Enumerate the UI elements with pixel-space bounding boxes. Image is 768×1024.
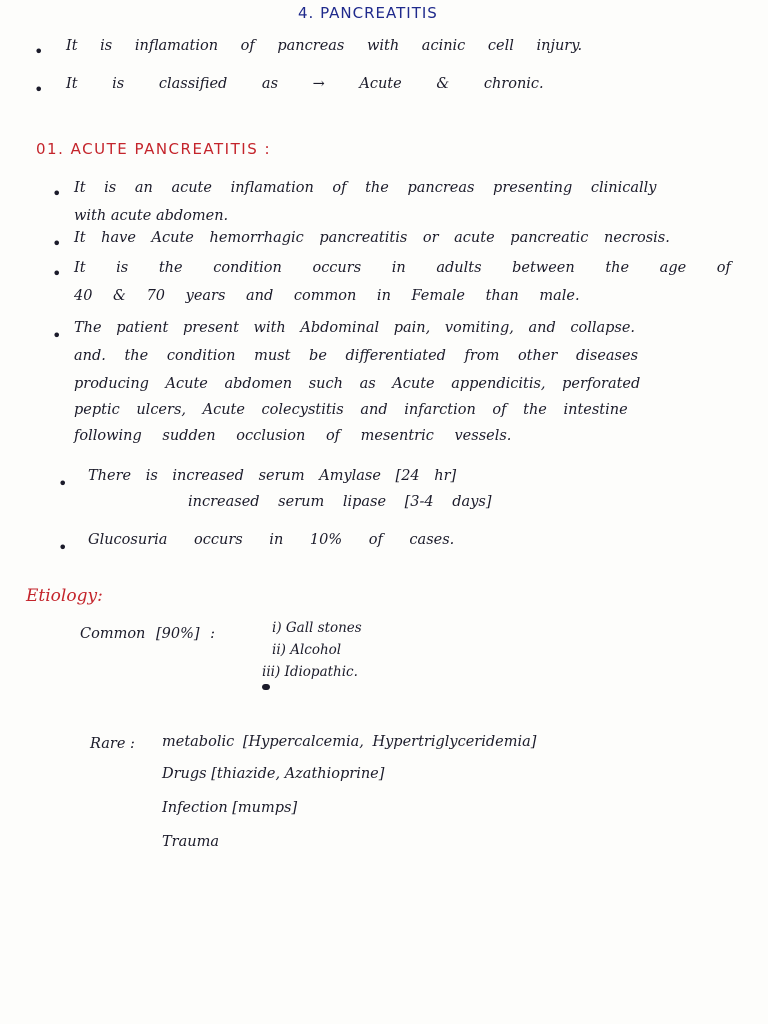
- acute-point-5-line-2: increased serum lipase [3-4 days]: [188, 494, 492, 510]
- etiology-rare-item-2: Drugs [thiazide, Azathioprine]: [162, 766, 385, 782]
- page-title: 4. PANCREATITIS: [298, 4, 438, 22]
- etiology-heading: Etiology:: [26, 586, 103, 606]
- acute-point-4-line-5: following sudden occlusion of mesentric vessels.: [74, 428, 512, 444]
- bullet-icon: •: [52, 234, 62, 253]
- etiology-common-item-3: iii) Idiopathic.: [262, 664, 358, 680]
- etiology-rare-label: Rare :: [90, 736, 135, 752]
- etiology-common-label: Common [90%] :: [80, 626, 216, 642]
- ink-mark: [262, 684, 270, 690]
- acute-point-1-line-2: with acute abdomen.: [74, 208, 229, 224]
- bullet-icon: •: [58, 474, 68, 493]
- bullet-icon: •: [58, 538, 68, 557]
- acute-point-3-line-1: It is the condition occurs in adults between the age of: [74, 260, 731, 276]
- acute-point-4-line-1: The patient present with Abdominal pain, vomiting, and collapse.: [74, 320, 636, 336]
- intro-line-1: It is inflamation of pancreas with acinic cell injury.: [66, 38, 583, 54]
- intro-line-2: It is classified as → Acute & chronic.: [66, 76, 544, 92]
- acute-point-2-line-1: It have Acute hemorrhagic pancreatitis or acute pancreatic necrosis.: [74, 230, 670, 246]
- acute-point-4-line-3: producing Acute abdomen such as Acute appendicitis, perforated: [74, 376, 641, 392]
- bullet-icon: •: [52, 184, 62, 203]
- etiology-common-item-1: i) Gall stones: [272, 620, 362, 636]
- acute-point-4-line-4: peptic ulcers, Acute colecystitis and infarction of the intestine: [74, 402, 628, 418]
- acute-point-4-line-2: and. the condition must be differentiated from other diseases: [74, 348, 639, 364]
- bullet-icon: •: [34, 42, 44, 61]
- bullet-icon: •: [52, 326, 62, 345]
- bullet-icon: •: [52, 264, 62, 283]
- etiology-common-item-2: ii) Alcohol: [272, 642, 342, 658]
- acute-point-3-line-2: 40 & 70 years and common in Female than male.: [74, 288, 580, 304]
- section-heading-acute: 01. ACUTE PANCREATITIS :: [36, 140, 272, 158]
- acute-point-1-line-1: It is an acute inflamation of the pancreas presenting clinically: [74, 180, 657, 196]
- etiology-rare-item-1: metabolic [Hypercalcemia, Hypertriglyceridemia]: [162, 734, 537, 750]
- etiology-rare-item-4: Trauma: [162, 834, 219, 850]
- etiology-rare-item-3: Infection [mumps]: [162, 800, 298, 816]
- acute-point-5-line-1: There is increased serum Amylase [24 hr]: [88, 468, 457, 484]
- acute-point-6-line-1: Glucosuria occurs in 10% of cases.: [88, 532, 455, 548]
- bullet-icon: •: [34, 80, 44, 99]
